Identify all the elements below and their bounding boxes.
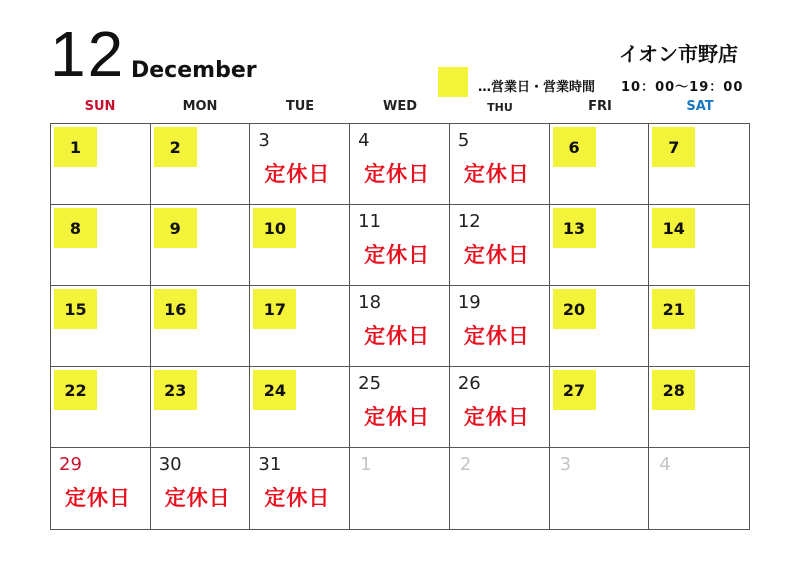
day-cell xyxy=(151,286,251,367)
day-cell xyxy=(450,124,550,205)
weekday-tue: TUE xyxy=(285,99,315,114)
weekday-header xyxy=(50,99,750,119)
day-cell xyxy=(550,367,650,448)
store-name: イオン市野店 xyxy=(618,42,738,66)
day-cell xyxy=(51,124,151,205)
next-month-day-number: 1 xyxy=(360,454,372,475)
day-cell xyxy=(350,286,450,367)
day-cell xyxy=(250,286,350,367)
day-cell xyxy=(450,448,550,529)
closed-day-label: 定休日 xyxy=(364,324,431,348)
day-cell xyxy=(550,205,650,286)
closed-day-label: 定休日 xyxy=(463,324,530,348)
next-month-day-number: 4 xyxy=(659,454,671,475)
closed-day-label: 定休日 xyxy=(364,405,431,429)
weekday-mon: MON xyxy=(182,99,218,114)
closed-day-label: 定休日 xyxy=(164,486,231,510)
open-day-number: 10 xyxy=(253,208,296,248)
closed-day-label: 定休日 xyxy=(463,243,530,267)
open-day-number: 22 xyxy=(54,370,97,410)
closed-day-label: 定休日 xyxy=(264,162,331,186)
day-cell xyxy=(151,124,251,205)
month-name: December xyxy=(131,58,257,83)
open-day-number: 14 xyxy=(652,208,695,248)
open-day-number: 17 xyxy=(253,289,296,329)
day-cell xyxy=(51,448,151,529)
closed-day-number: 18 xyxy=(358,292,382,313)
closed-day-number: 29 xyxy=(59,454,82,475)
closed-day-number: 30 xyxy=(158,454,182,475)
legend-text: …営業日・営業時間 xyxy=(478,80,596,95)
open-day-number: 28 xyxy=(652,370,695,410)
weekday-fri: FRI xyxy=(588,99,612,114)
next-month-day-number: 3 xyxy=(559,454,572,475)
day-cell xyxy=(151,367,251,448)
closed-day-number: 31 xyxy=(258,454,282,475)
closed-day-number: 25 xyxy=(358,373,382,394)
closed-day-number: 5 xyxy=(457,130,470,151)
day-cell xyxy=(350,367,450,448)
open-day-number: 7 xyxy=(652,127,695,167)
month-number: 12 xyxy=(50,18,126,90)
open-day-number: 8 xyxy=(54,208,97,248)
day-cell xyxy=(649,448,749,529)
closed-day-number: 3 xyxy=(258,130,270,151)
day-cell xyxy=(350,205,450,286)
closed-day-label: 定休日 xyxy=(65,486,131,510)
day-cell xyxy=(649,205,749,286)
next-month-day-number: 2 xyxy=(459,454,472,475)
open-day-number: 16 xyxy=(154,289,197,329)
day-cell xyxy=(51,286,151,367)
closed-day-number: 26 xyxy=(457,373,481,394)
day-cell xyxy=(550,124,650,205)
day-cell xyxy=(250,205,350,286)
closed-day-number: 11 xyxy=(358,211,382,232)
weekday-thu: THU xyxy=(487,101,513,114)
legend-swatch xyxy=(438,67,468,97)
open-day-number: 9 xyxy=(154,208,197,248)
open-day-number: 6 xyxy=(553,127,596,167)
day-cell xyxy=(350,448,450,529)
open-day-number: 1 xyxy=(54,127,97,167)
closed-day-label: 定休日 xyxy=(463,405,530,429)
open-day-number: 2 xyxy=(154,127,197,167)
day-cell xyxy=(450,367,550,448)
weekday-sat: SAT xyxy=(686,99,714,114)
weekday-sun: SUN xyxy=(84,99,116,114)
day-cell xyxy=(550,448,650,529)
day-cell xyxy=(151,205,251,286)
day-cell xyxy=(51,367,151,448)
open-day-number: 20 xyxy=(553,289,596,329)
day-cell xyxy=(649,367,749,448)
day-cell xyxy=(51,205,151,286)
weekday-wed: WED xyxy=(382,99,417,114)
day-cell xyxy=(450,286,550,367)
open-day-number: 24 xyxy=(253,370,296,410)
day-cell xyxy=(250,124,350,205)
closed-day-number: 19 xyxy=(457,292,481,313)
closed-day-label: 定休日 xyxy=(364,162,431,186)
open-day-number: 13 xyxy=(553,208,596,248)
open-day-number: 21 xyxy=(652,289,695,329)
day-cell xyxy=(250,448,350,529)
calendar-grid xyxy=(50,123,750,530)
closed-day-label: 定休日 xyxy=(463,162,530,186)
closed-day-number: 12 xyxy=(457,211,481,232)
open-day-number: 23 xyxy=(154,370,197,410)
day-cell xyxy=(450,205,550,286)
day-cell xyxy=(550,286,650,367)
day-cell xyxy=(350,124,450,205)
day-cell xyxy=(151,448,251,529)
day-cell xyxy=(649,124,749,205)
closed-day-label: 定休日 xyxy=(364,243,431,267)
day-cell xyxy=(250,367,350,448)
legend-hours: 10：00〜19：00 xyxy=(621,80,744,95)
open-day-number: 27 xyxy=(553,370,596,410)
closed-day-label: 定休日 xyxy=(264,486,331,510)
open-day-number: 15 xyxy=(54,289,97,329)
closed-day-number: 4 xyxy=(358,130,370,151)
day-cell xyxy=(649,286,749,367)
